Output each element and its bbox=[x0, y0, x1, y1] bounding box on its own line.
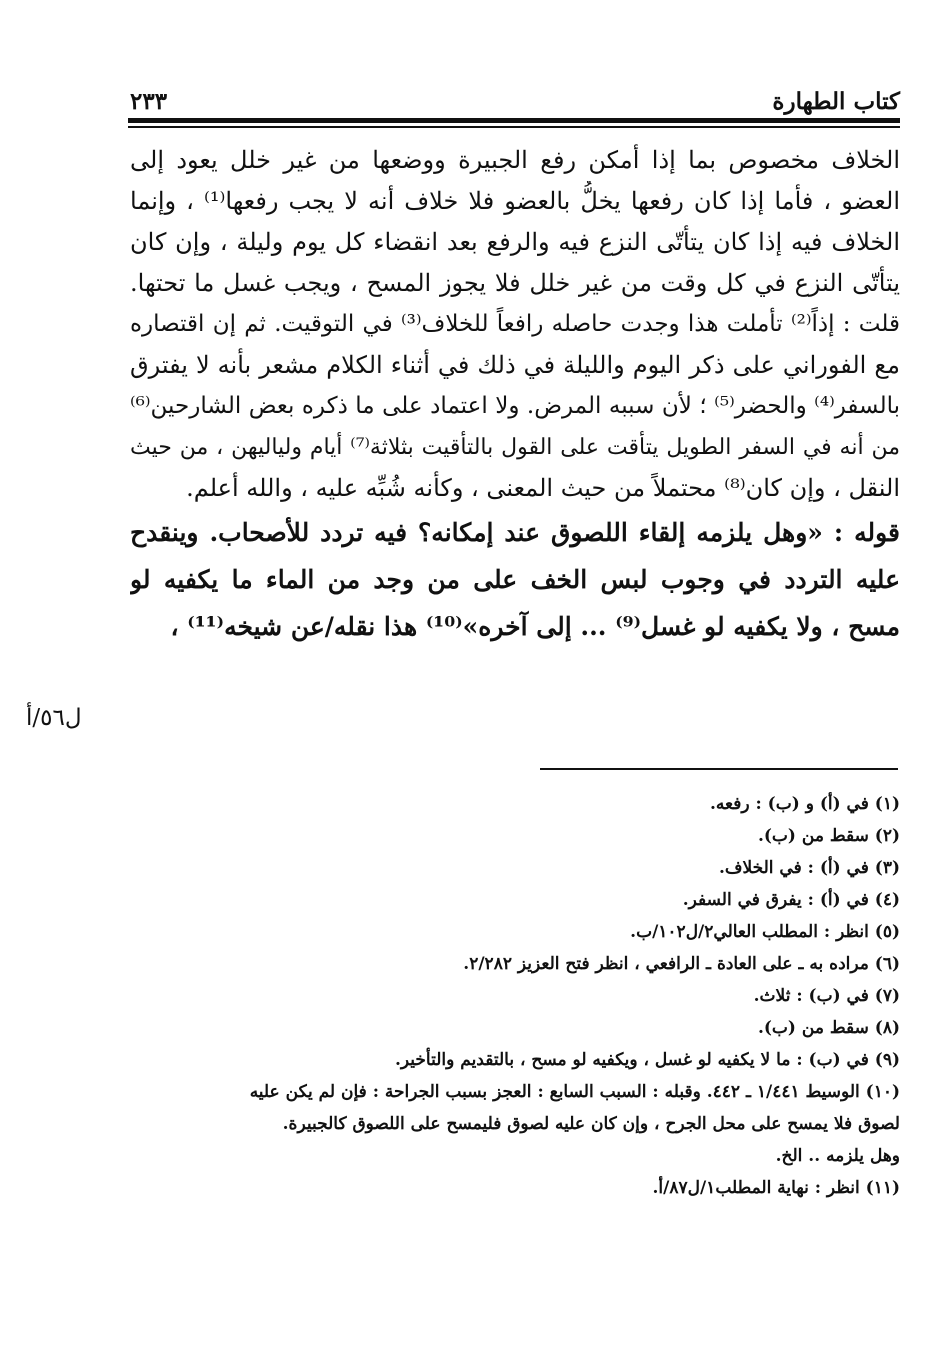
text-line: الخلاف فيه إذا كان يتأتّى النزع فيه والرفع بعد انقضاء كل يوم وليلة ، وإن كان bbox=[130, 228, 900, 256]
text-line: الخلاف مخصوص بما إذا أمكن رفع الجبيرة ووضعها من غير خلل يعود إلى bbox=[130, 146, 900, 174]
quoted-text-line: عليه التردد في وجوب لبس الخف على من وجد من الماء ما يكفيه لو bbox=[130, 565, 900, 594]
footnote-continuation: لصوق فلا يمسح على محل الجرح ، وإن كان عليه لصوق فليمسح على اللصوق كالجبيرة. bbox=[282, 1114, 900, 1134]
text-line: يتأتّى النزع في كل وقت من غير خلل فلا يجوز المسح ، ويجب غسل ما تحتها. bbox=[130, 269, 900, 297]
footnote: (٢) سقط من (ب). bbox=[757, 826, 900, 846]
text-line: من أنه في السفر الطويل يتأقت على القول بالتأقيت بثلاثة⁽⁷⁾ أيام ولياليهن ، من حيث bbox=[130, 435, 900, 460]
quoted-text-line: مسح ، ولا يكفيه لو غسل⁽⁹⁾ ... إلى آخره»⁽¹⁰⁾ هذا نقله/عن شيخه⁽¹¹⁾ ، bbox=[170, 612, 900, 641]
footnote-continuation: وهل يلزمه .. الخ. bbox=[775, 1146, 900, 1166]
footnote: (٣) في (أ) : في الخلاف. bbox=[718, 858, 900, 878]
footnote: (٥) انظر : المطلب العالي٢/ل١٠٢/ب. bbox=[630, 922, 900, 942]
quoted-text-line: قوله : «وهل يلزمه إلقاء اللصوق عند إمكانه؟ فيه تردد للأصحاب. وينقدح bbox=[130, 518, 900, 547]
footnote: (٨) سقط من (ب). bbox=[757, 1018, 900, 1038]
book-title: كتاب الطهارة bbox=[772, 88, 900, 115]
footnote: (١) في (أ) و (ب) : رفعه. bbox=[710, 794, 900, 814]
footnote: (١١) انظر : نهاية المطلب١/ل٨٧/أ. bbox=[652, 1178, 900, 1198]
footnote-separator bbox=[540, 768, 898, 770]
text-line: بالسفر⁽⁴⁾ والحضر⁽⁵⁾ ؛ لأن سببه المرض. ولا اعتماد على ما ذكره بعض الشارحين⁽⁶⁾ bbox=[130, 393, 900, 419]
main-text bbox=[130, 140, 900, 650]
text-line: العضو ، فأما إذا كان رفعها يخلُّ بالعضو فلا خلاف أنه لا يجب رفعها⁽¹⁾ ، وإنما bbox=[130, 187, 900, 215]
footnote: (٦) مراده به ـ على العادة ـ الرافعي ، انظر فتح العزيز ٢/٢٨٢. bbox=[463, 954, 900, 974]
text-line: قلت : إذاً⁽²⁾ تأملت هذا وجدت حاصله رافعاً للخلاف⁽³⁾ في التوقيت. ثم إن اقتصاره bbox=[130, 311, 900, 337]
footnote: (٧) في (ب) : ثلاث. bbox=[753, 986, 900, 1006]
header-rule-thick bbox=[128, 118, 900, 123]
text-line: النقل ، وإن كان⁽⁸⁾ محتملاً من حيث المعنى ، وكأنه شُبِّه عليه ، والله أعلم. bbox=[186, 474, 900, 502]
footnotes bbox=[130, 788, 900, 1204]
text-line: مع الفوراني على ذكر اليوم والليلة في ذلك في أثناء الكلام مشعر بأنه لا يفترق bbox=[130, 351, 900, 379]
page-number: ٢٣٣ bbox=[130, 88, 168, 115]
footnote: (٩) في (ب) : ما لا يكفيه لو غسل ، ويكفيه لو مسح ، بالتقديم والتأخير. bbox=[394, 1050, 900, 1070]
footnote: (١٠) الوسيط ١/٤٤١ ـ ٤٤٢. وقبله : السبب السابع : العجز بسبب الجراحة : فإن لم يكن عليه bbox=[249, 1082, 900, 1102]
footnote: (٤) في (أ) : يفرق في السفر. bbox=[682, 890, 900, 910]
manuscript-folio-note: ل٥٦/أ bbox=[26, 705, 82, 731]
header-rule-thin bbox=[128, 126, 900, 128]
